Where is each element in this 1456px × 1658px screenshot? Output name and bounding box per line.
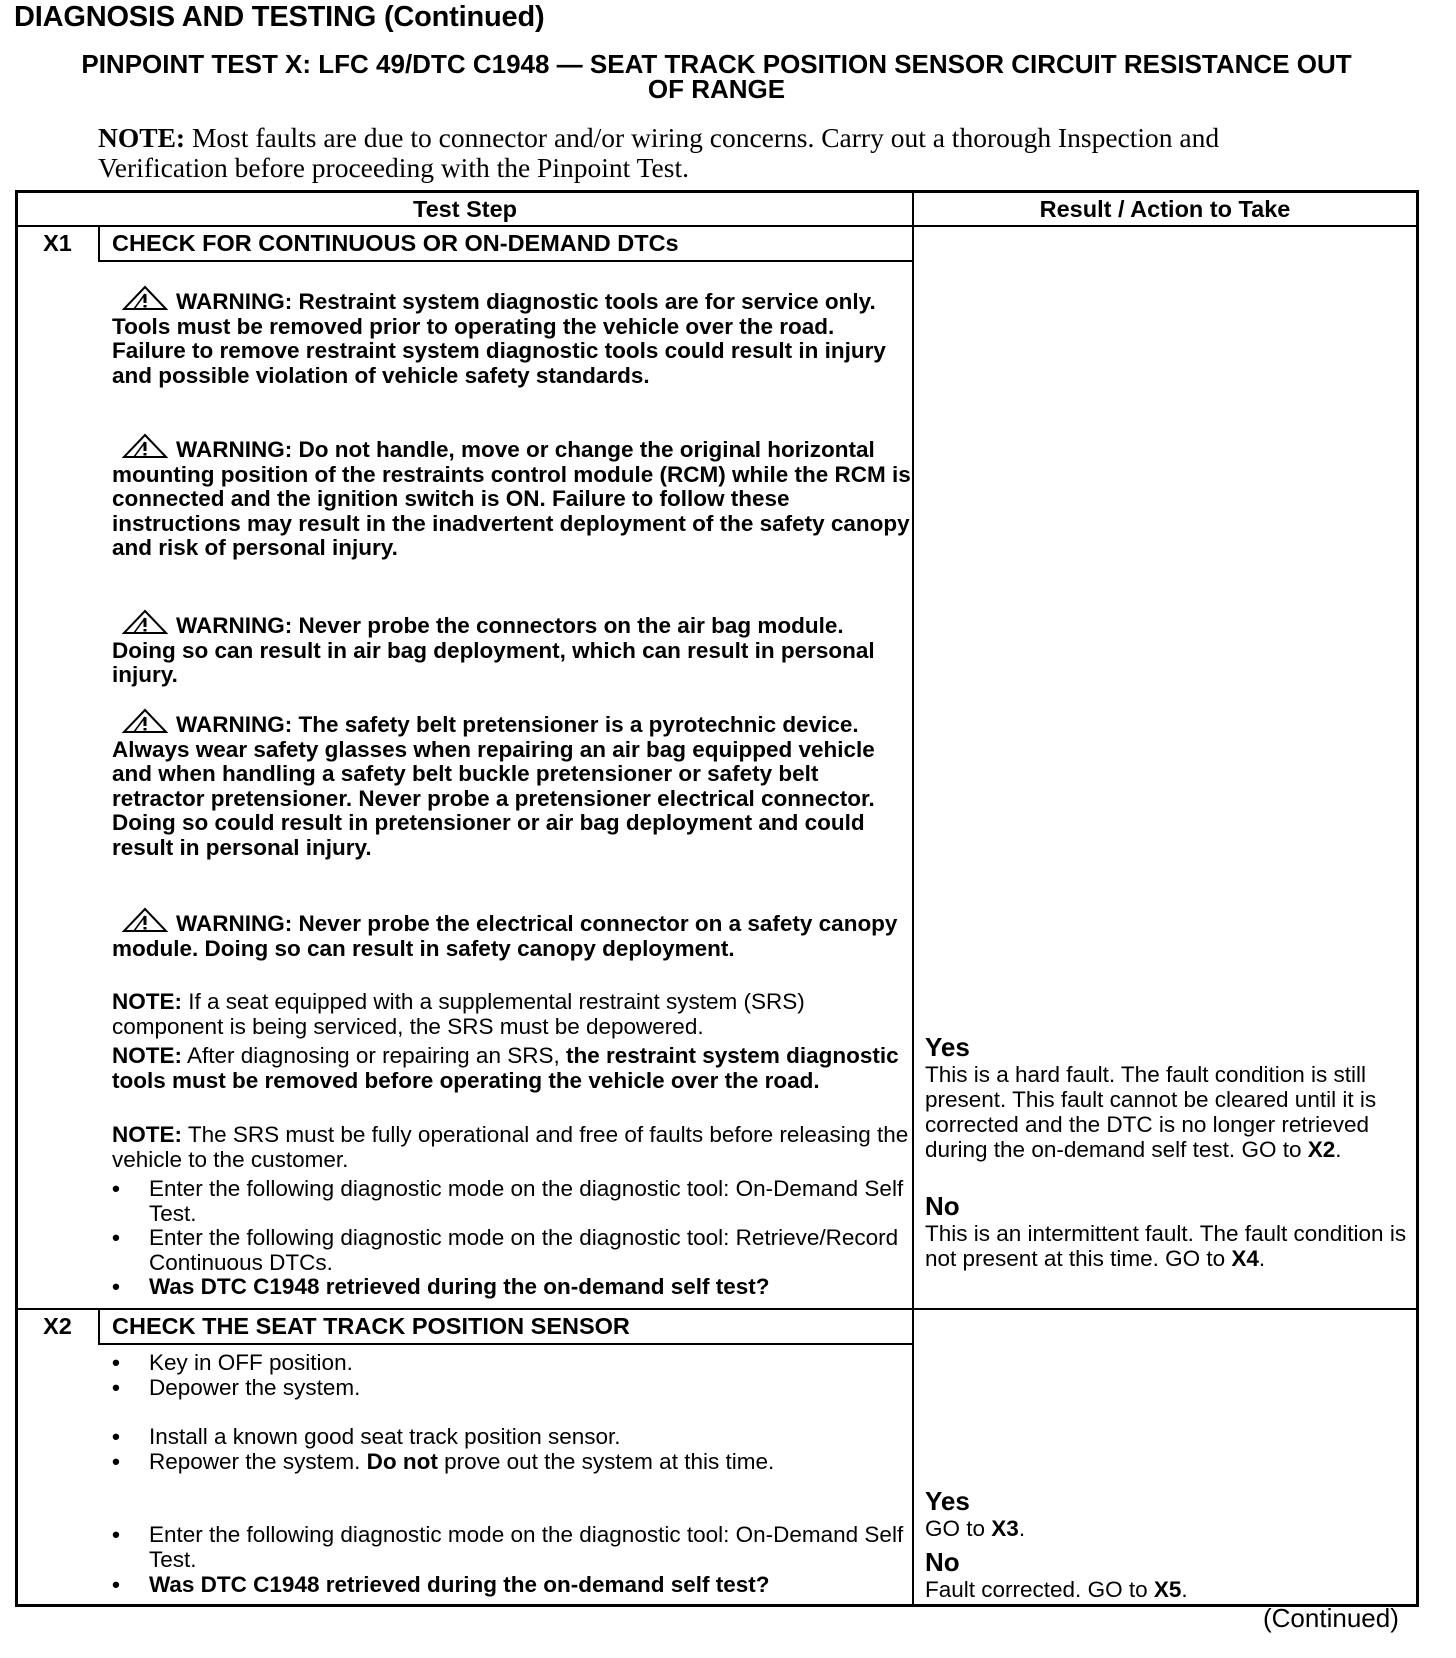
bullet-icon: • xyxy=(112,1424,120,1449)
column-header-result: Result / Action to Take xyxy=(1039,196,1291,222)
list-item xyxy=(112,1176,912,1226)
warning-triangle-icon xyxy=(122,708,168,734)
result-no-end: . xyxy=(1258,1246,1266,1271)
bullet-icon: • xyxy=(112,1176,120,1201)
note-srs-operational xyxy=(112,1122,912,1172)
result-yes-text xyxy=(925,1516,1415,1541)
result-yes-text xyxy=(925,1062,1415,1162)
result-no-description: Fault corrected. GO to xyxy=(925,1577,1154,1602)
list-item xyxy=(112,1522,912,1572)
result-no-description: This is an intermittent fault. The fault condition is not present at this time. GO to xyxy=(925,1221,1407,1271)
x1-title-underline xyxy=(98,260,913,262)
goto-step-link[interactable]: X3 xyxy=(991,1516,1019,1541)
test-title-line-1: PINPOINT TEST X: LFC 49/DTC C1948 — SEAT TRACK POSITION SENSOR CIRCUIT RESISTANCE OUT xyxy=(81,49,1352,79)
bullet-icon: • xyxy=(112,1522,120,1547)
warning-text: WARNING: Do not handle, move or change the original horizontal mounting position of the restraints control module (RCM) while the RCM is connected and the ignition switch is ON. Failure to follow these instructions may result in the inadvertent deployment of the safety canopy and risk of personal injury. xyxy=(112,437,911,560)
warning-block xyxy=(112,907,912,961)
bullet-icon: • xyxy=(112,1375,120,1400)
bullet-icon: • xyxy=(112,1449,120,1474)
pinpoint-test-title xyxy=(14,49,1419,104)
note-label: NOTE: xyxy=(112,1122,182,1147)
note-remove-tools xyxy=(112,1043,912,1093)
list-item-emphasis: Do not xyxy=(366,1449,438,1474)
list-item xyxy=(112,1225,912,1275)
bullet-icon: • xyxy=(112,1225,120,1250)
warning-block xyxy=(112,708,912,860)
note-label: NOTE: xyxy=(112,989,182,1014)
goto-step-link[interactable]: X5 xyxy=(1153,1577,1182,1602)
warning-triangle-icon xyxy=(122,285,168,311)
list-item-text: Depower the system. xyxy=(149,1375,361,1400)
x1-id-divider xyxy=(98,227,100,261)
table-column-divider xyxy=(912,190,914,1607)
list-item xyxy=(112,1350,912,1375)
warning-triangle-icon xyxy=(122,609,168,635)
list-item xyxy=(112,1375,912,1400)
table-border-bottom xyxy=(15,1604,1419,1607)
intro-note-text: Most faults are due to connector and/or wiring concerns. Carry out a thorough Inspection and Verification before proceeding with the Pinpoint Test. xyxy=(98,122,1220,183)
result-yes-label: Yes xyxy=(925,1486,970,1516)
warning-text: WARNING: Restraint system diagnostic tools are for service only. Tools must be removed prior to operating the vehicle over the road. Failure to remove restraint system diagnostic tools could result in injury and possible violation of vehicle safety standards. xyxy=(112,289,886,388)
test-title-line-2: OF RANGE xyxy=(647,74,786,104)
list-item-text-end: prove out the system at this time. xyxy=(437,1449,775,1474)
note-text: After diagnosing or repairing an SRS, xyxy=(182,1043,566,1068)
result-no-text xyxy=(925,1577,1415,1602)
list-item-text: Install a known good seat track position sensor. xyxy=(149,1424,621,1449)
warning-block xyxy=(112,285,912,388)
result-no-label: No xyxy=(925,1191,960,1221)
goto-step-link[interactable]: X4 xyxy=(1231,1246,1259,1271)
list-item-question: Was DTC C1948 retrieved during the on-demand self test? xyxy=(149,1274,770,1299)
list-item-text: Enter the following diagnostic mode on the diagnostic tool: On-Demand Self Test. xyxy=(149,1522,904,1572)
list-item-text xyxy=(149,1449,912,1474)
table-border-left xyxy=(15,190,18,1607)
bullet-icon: • xyxy=(112,1274,120,1299)
intro-note xyxy=(98,123,1328,183)
continued-label: (Continued) xyxy=(1263,1603,1399,1633)
list-item-text: Enter the following diagnostic mode on the diagnostic tool: Retrieve/Record Continuous DTCs. xyxy=(149,1225,899,1275)
result-no-text xyxy=(925,1221,1415,1271)
step-id: X1 xyxy=(43,230,72,256)
result-yes-end: . xyxy=(1335,1137,1342,1162)
note-bold-text: the restraint system diagnostic tools must be removed before operating the vehicle over the road. xyxy=(112,1043,899,1093)
bullet-icon: • xyxy=(112,1572,120,1597)
x2-title-underline xyxy=(98,1343,913,1345)
warning-triangle-icon xyxy=(122,907,168,933)
list-item xyxy=(112,1274,912,1299)
result-yes-label: Yes xyxy=(925,1032,970,1062)
step-title: CHECK FOR CONTINUOUS OR ON-DEMAND DTCs xyxy=(112,230,679,256)
intro-note-label: NOTE: xyxy=(98,122,186,153)
note-text: If a seat equipped with a supplemental restraint system (SRS) component is being serviced, the SRS must be depowered. xyxy=(112,989,805,1039)
warning-block xyxy=(112,433,912,561)
result-yes-description: This is a hard fault. The fault condition is still present. This fault cannot be cleared until it is corrected and the DTC is no longer retrieved during the on-demand self test. GO to xyxy=(925,1062,1377,1162)
warning-block xyxy=(112,609,912,688)
list-item xyxy=(112,1424,912,1449)
note-text: The SRS must be fully operational and free of faults before releasing the vehicle to the customer. xyxy=(112,1122,909,1172)
step-title: CHECK THE SEAT TRACK POSITION SENSOR xyxy=(112,1313,630,1339)
result-yes-end: . xyxy=(1018,1516,1026,1541)
note-depower xyxy=(112,989,912,1039)
result-yes-description: GO to xyxy=(925,1516,992,1541)
warning-text: WARNING: Never probe the electrical connector on a safety canopy module. Doing so can result in safety canopy deployment. xyxy=(112,911,898,961)
goto-step-link[interactable]: X2 xyxy=(1307,1137,1336,1162)
list-item-question: Was DTC C1948 retrieved during the on-demand self test? xyxy=(149,1572,770,1597)
bullet-icon: • xyxy=(112,1350,120,1375)
list-item xyxy=(112,1572,912,1597)
list-item xyxy=(112,1449,912,1474)
result-no-end: . xyxy=(1181,1577,1188,1602)
column-header-test-step: Test Step xyxy=(412,196,518,222)
warning-text: WARNING: Never probe the connectors on the air bag module. Doing so can result in air bag deployment, which can result in personal injury. xyxy=(112,613,875,687)
warning-triangle-icon xyxy=(122,433,168,459)
step-id: X2 xyxy=(43,1313,72,1339)
note-label: NOTE: xyxy=(112,1043,182,1068)
x2-id-divider xyxy=(98,1310,100,1344)
result-no-label: No xyxy=(925,1547,960,1577)
list-item-text: Enter the following diagnostic mode on the diagnostic tool: On-Demand Self Test. xyxy=(149,1176,904,1226)
list-item-text: Key in OFF position. xyxy=(149,1350,353,1375)
table-border-right xyxy=(1416,190,1419,1607)
list-item-text-start: Repower the system. xyxy=(149,1449,367,1474)
warning-text: WARNING: The safety belt pretensioner is a pyrotechnic device. Always wear safety glasses when repairing an air bag equipped vehicle and when handling a safety belt buckle pretensioner or safety belt retractor pretensioner. Never probe a pretensioner electrical connector. Doing so could result in pretensioner or air bag deployment and could result in personal injury. xyxy=(112,712,875,860)
page-title: DIAGNOSIS AND TESTING (Continued) xyxy=(14,1,545,33)
